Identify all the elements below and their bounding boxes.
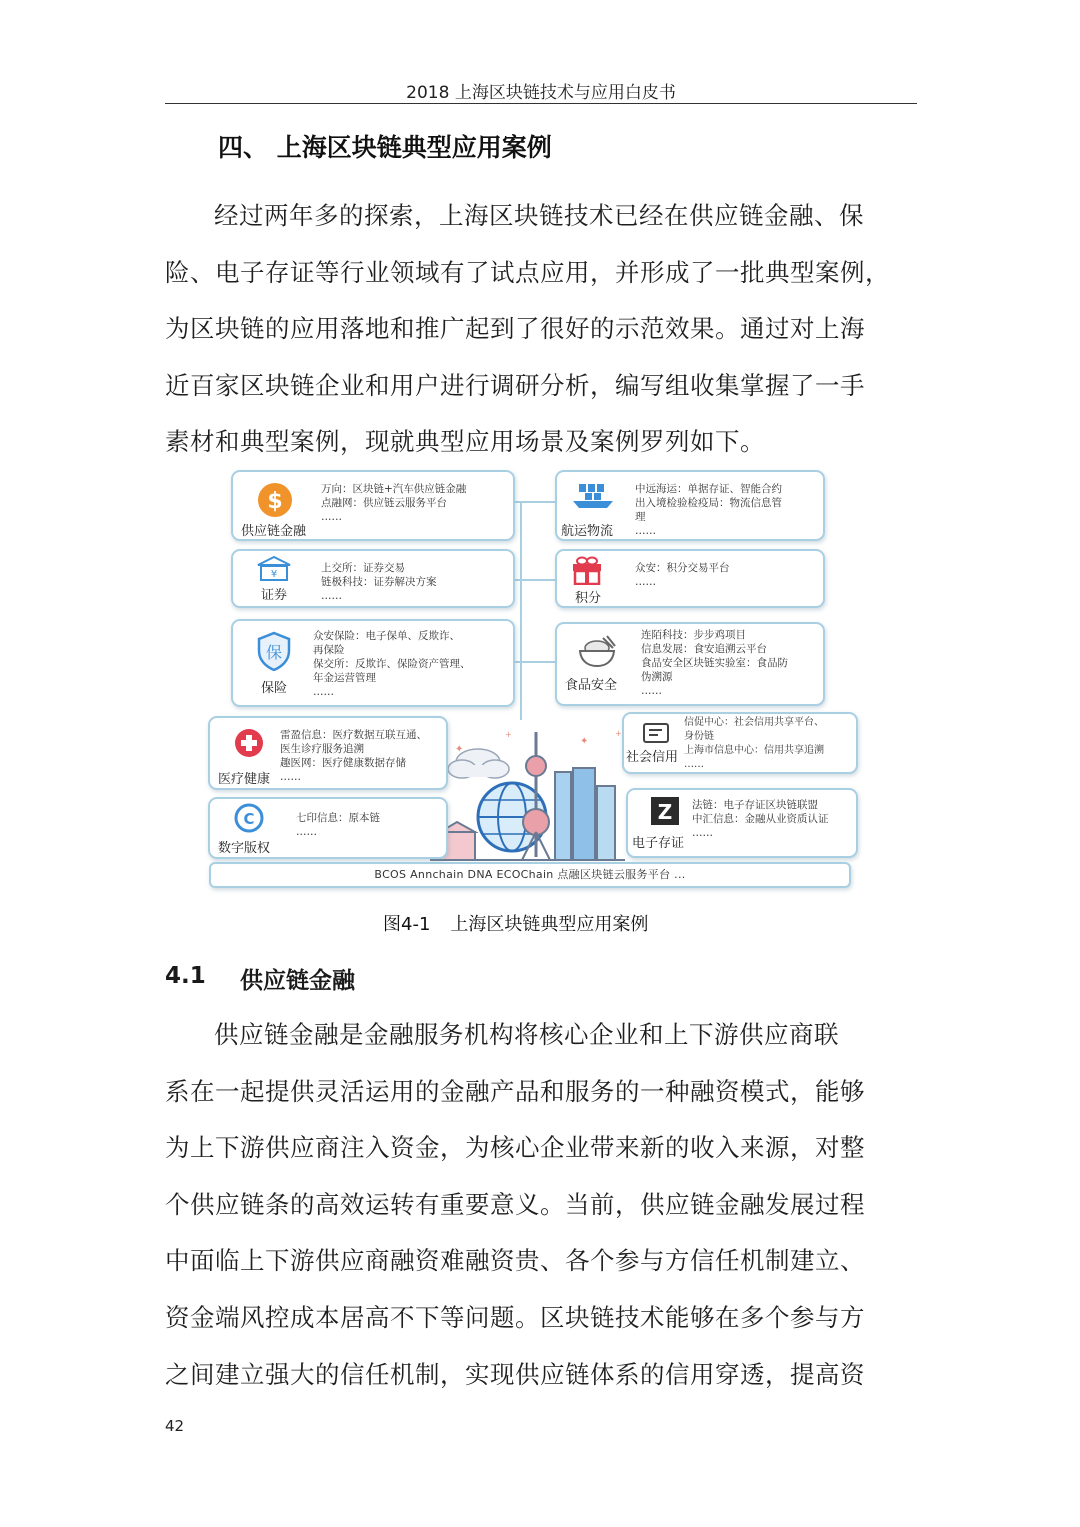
card-label: 供应链金融 <box>241 524 307 539</box>
text-line: 近百家区块链企业和用户进行调研分析，编写组收集掌握了一手 <box>165 370 865 400</box>
card-label: 证券 <box>261 588 288 603</box>
text-line: 险、电子存证等行业领域有了试点应用，并形成了一批典型案例， <box>165 257 890 287</box>
figure-caption <box>383 910 648 936</box>
card-details: 连陌科技：步步鸡项目 信息发展：食安追溯云平台 食品安全区块链实验室：食品防 伪溯源 …… <box>641 629 788 697</box>
card-details: 众安保险：电子保单、反欺诈、 再保险 保交所：反欺诈、保险资产管理、 年金运营管理 …… <box>313 630 471 698</box>
card-details: 上交所：证券交易 链极科技：证券解决方案 …… <box>321 562 437 602</box>
svg-text:✦: ✦ <box>455 744 464 755</box>
text-line: 个供应链条的高效运转有重要意义。当前，供应链金融发展过程 <box>165 1189 865 1219</box>
card-details: 信促中心：社会信用共享平台、 身份链 上海市信息中心：信用共享追溯 …… <box>684 717 824 770</box>
svg-text:+: + <box>615 729 622 738</box>
svg-text:¥: ¥ <box>270 569 278 580</box>
card-details: 法链：电子存证区块链联盟 中汇信息：金融从业资质认证 …… <box>692 799 829 839</box>
shield-icon <box>257 631 291 671</box>
card-social-credit <box>622 712 858 774</box>
caption-number: 图4-1 <box>383 914 431 935</box>
text-line: 中面临上下游供应商融资难融资贵、各个参与方信任机制建立、 <box>165 1246 865 1276</box>
card-insurance <box>231 619 515 707</box>
section-4-1-number: 4.1 <box>165 963 206 989</box>
svg-text:+: + <box>505 730 512 739</box>
ship-icon <box>571 481 615 509</box>
card-label: 积分 <box>575 591 602 606</box>
svg-text:保: 保 <box>265 643 283 662</box>
medical-cross-icon <box>234 728 264 758</box>
text-line: 素材和典型案例，现就典型应用场景及案例罗列如下。 <box>165 427 765 457</box>
card-details: 雷盈信息：医疗数据互联互通、 医生诊疗服务追溯 趣医网：医疗健康数据存储 …… <box>280 729 427 783</box>
section-4-heading: 四、 上海区块链典型应用案例 <box>218 133 552 162</box>
z-logo-icon <box>650 796 680 826</box>
platform-bar: BCOS Annchain DNA ECOChain 点融区块链云服务平台 ... <box>209 862 851 888</box>
card-label: 社会信用 <box>626 750 679 765</box>
card-shipping-logistics <box>555 470 825 541</box>
card-label: 医疗健康 <box>218 772 271 787</box>
card-label: 航运物流 <box>561 524 614 539</box>
page-number: 42 <box>165 1417 185 1435</box>
caption-title: 上海区块链典型应用案例 <box>450 914 649 935</box>
copyright-icon <box>234 803 264 833</box>
intro-paragraph <box>165 188 917 471</box>
card-details: 中远海运：单据存证、智能合约 出入境检验检疫局：物流信息管 理 …… <box>635 483 782 537</box>
svg-text:C: C <box>243 810 255 828</box>
dollar-coin-icon <box>257 482 293 518</box>
card-medical-health <box>208 716 448 790</box>
svg-text:$: $ <box>267 489 283 514</box>
card-securities <box>231 549 515 608</box>
bank-building-icon <box>257 556 291 582</box>
text-line: 供应链金融是金融服务机构将核心企业和上下游供应商联 <box>214 1020 839 1049</box>
card-label: 食品安全 <box>565 678 618 693</box>
header-rule <box>165 103 917 104</box>
running-header: 2018 上海区块链技术与应用白皮书 <box>406 83 676 103</box>
text-line: 为区块链的应用落地和推广起到了很好的示范效果。通过对上海 <box>165 314 865 344</box>
application-cases-figure <box>200 462 864 902</box>
card-electronic-evidence <box>626 788 858 858</box>
card-details: 七印信息：原本链 …… <box>296 812 380 838</box>
text-line: 为上下游供应商注入资金，为核心企业带来新的收入来源，对整 <box>165 1133 865 1163</box>
gift-icon <box>571 555 603 585</box>
section-4-1-title: 供应链金融 <box>240 968 355 994</box>
card-food-safety <box>555 622 825 706</box>
text-line: 之间建立强大的信任机制，实现供应链体系的信用穿透，提高资 <box>165 1359 865 1389</box>
card-supply-chain-finance <box>231 470 515 541</box>
card-label: 电子存证 <box>632 836 685 851</box>
food-bowl-icon <box>577 634 617 668</box>
text-line: 资金端风控成本居高不下等问题。区块链技术能够在多个参与方 <box>165 1302 865 1332</box>
card-label: 数字版权 <box>218 841 271 856</box>
card-details: 万向：区块链+汽车供应链金融 点融网：供应链云服务平台 …… <box>321 483 467 523</box>
svg-text:Z: Z <box>657 800 673 824</box>
svg-text:✦: ✦ <box>580 736 589 747</box>
text-line: 经过两年多的探索，上海区块链技术已经在供应链金融、保 <box>214 201 864 230</box>
text-line: 系在一起提供灵活运用的金融产品和服务的一种融资模式，能够 <box>165 1076 865 1106</box>
card-digital-copyright <box>208 797 448 859</box>
supply-chain-paragraph <box>165 1007 917 1403</box>
card-details: 众安：积分交易平台 …… <box>635 562 730 588</box>
card-points <box>555 549 825 608</box>
card-label: 保险 <box>261 681 288 696</box>
id-card-icon <box>642 722 672 744</box>
